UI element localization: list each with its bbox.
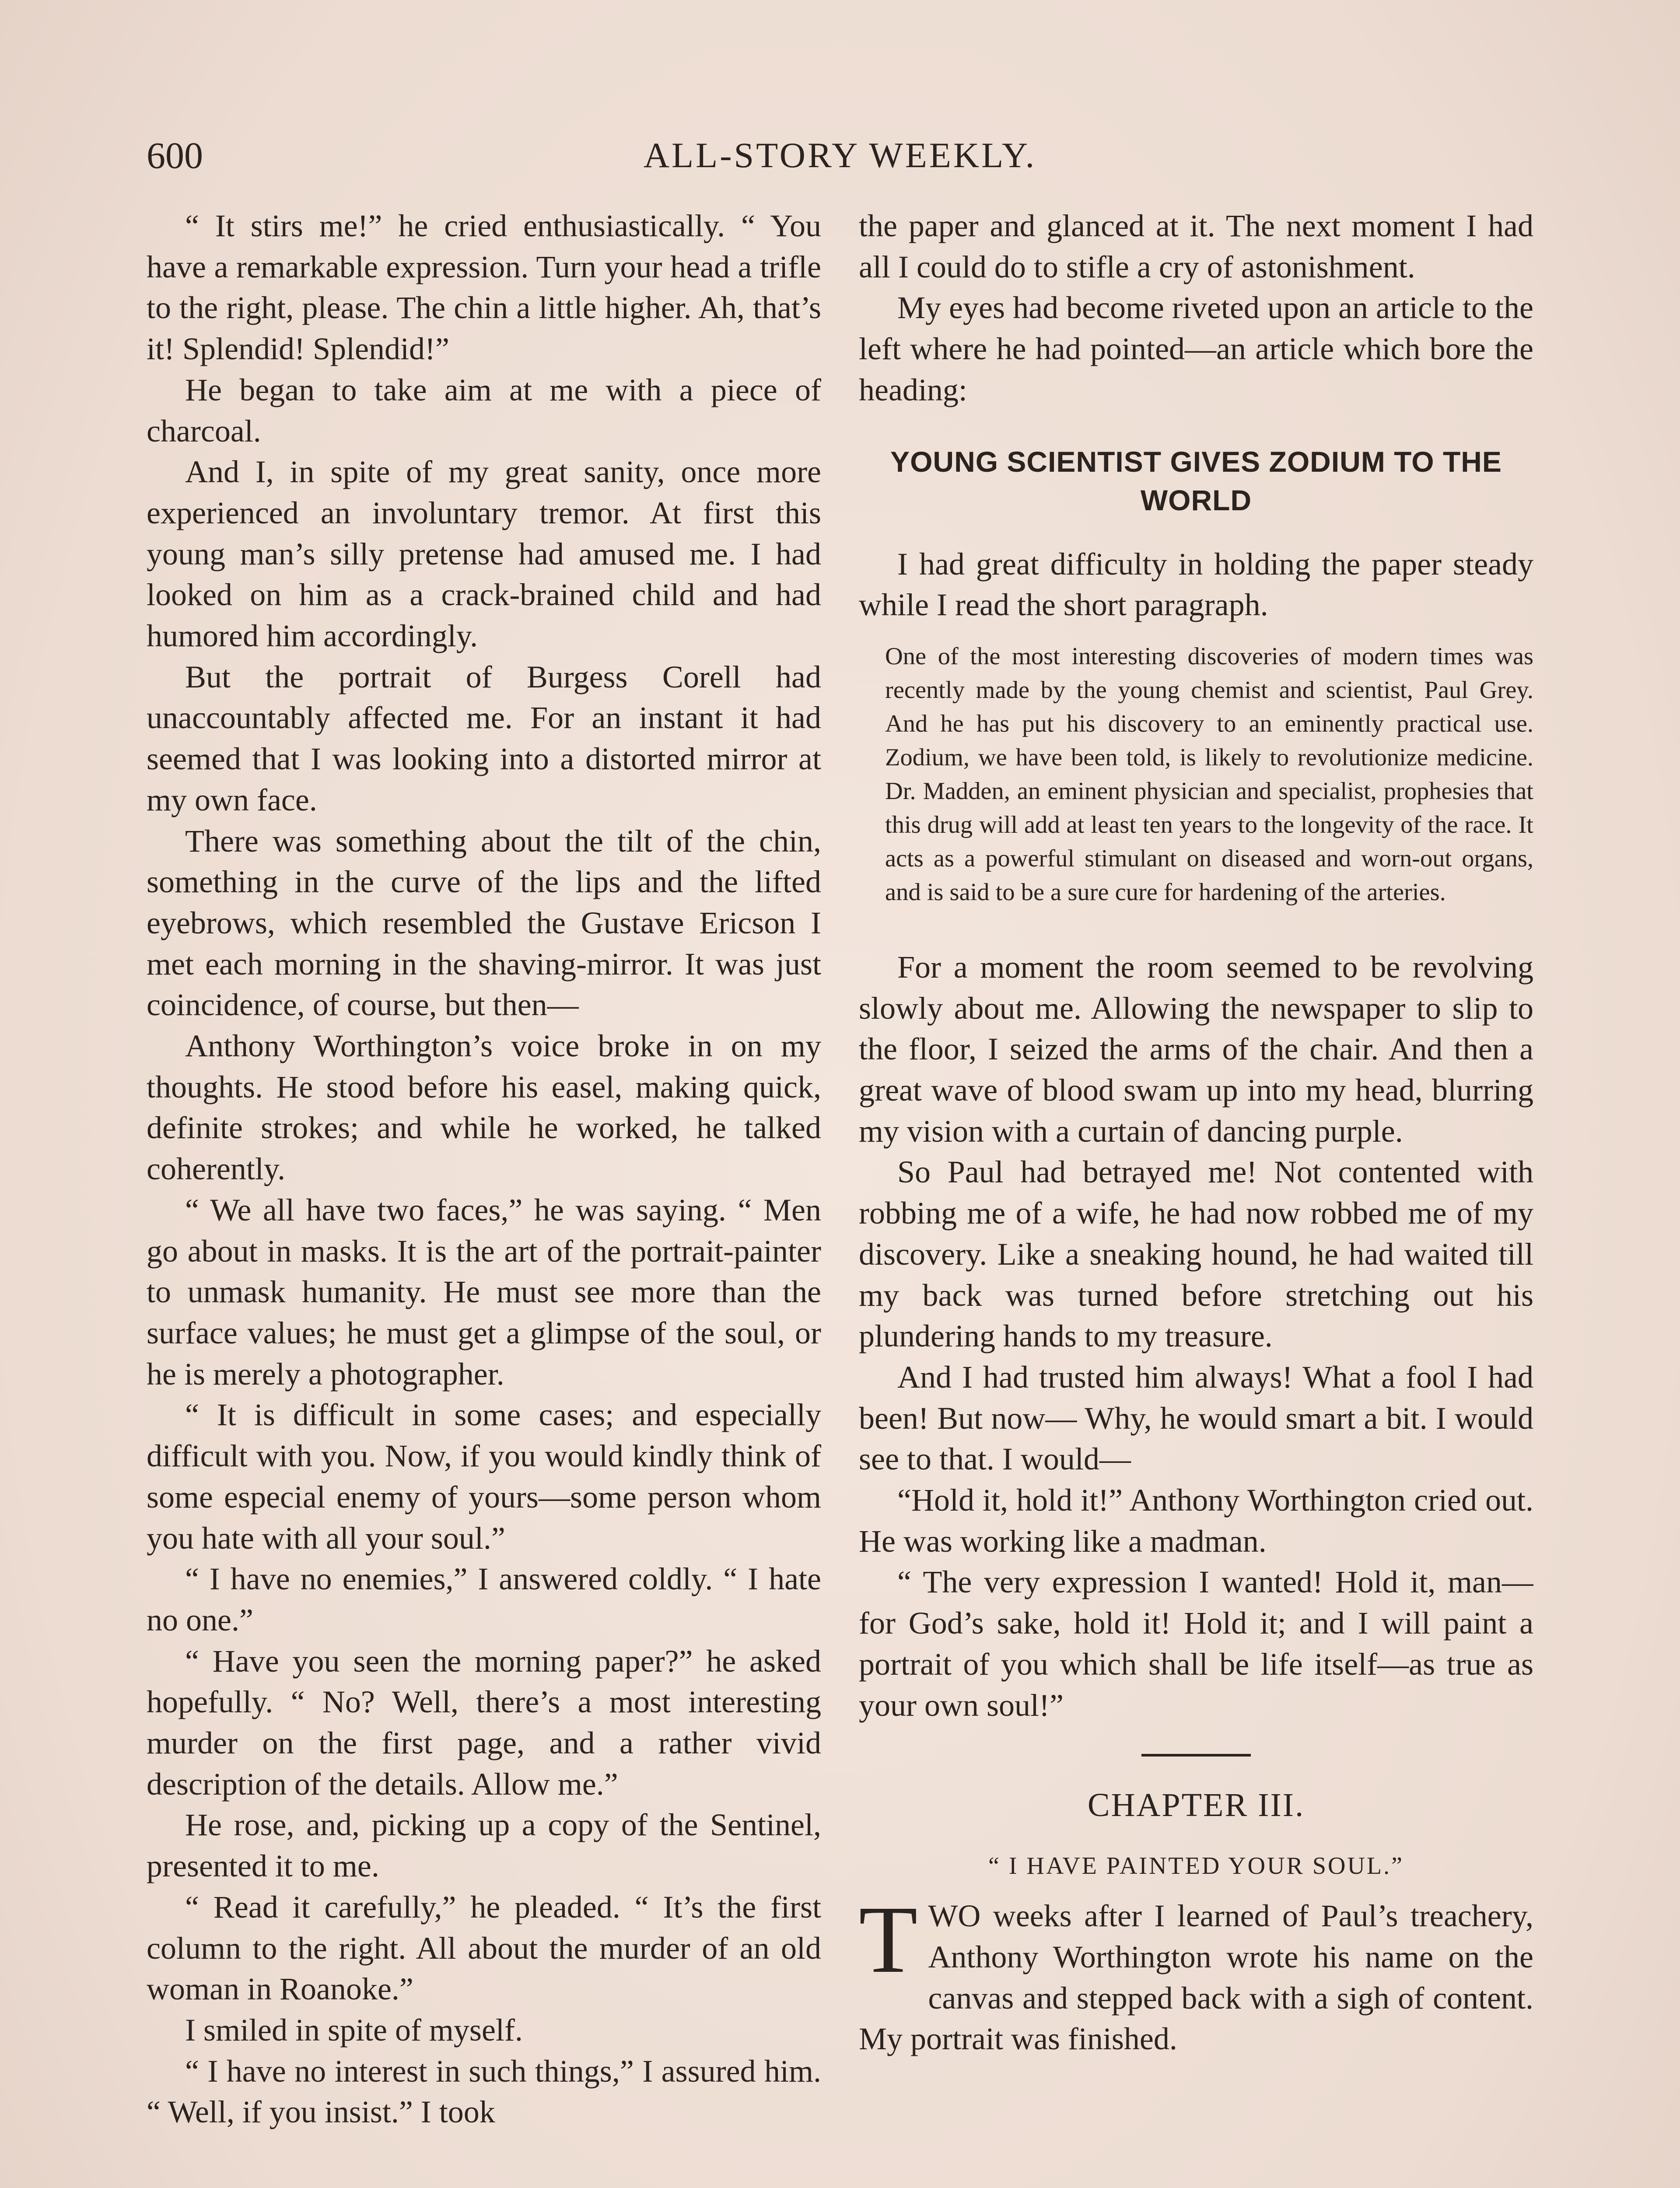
chapter-opening-text: WO weeks after I learned of Paul’s treachery, Anthony Worthington wrote his name on the canvas and stepped back with a sigh of content. My portrait was finished. <box>859 1898 1533 2057</box>
paragraph: And I, in spite of my great sanity, once more experienced an involuntary tremor. At first this young man’s silly pretense had amused me. I had looked on him as a crack-brained child and had humored him accordingly. <box>147 454 821 654</box>
chapter-title: CHAPTER III. <box>1087 1787 1305 1824</box>
paragraph: And I had trusted him always! What a fool I had been! But now— Why, he would smart a bit. I would see to that. I would— <box>859 1359 1533 1477</box>
paragraph: “ I have no enemies,” I answered coldly. “ I hate no one.” <box>147 1561 821 1637</box>
paragraph: For a moment the room seemed to be revolving slowly about me. Allowing the newspaper to slip to the floor, I seized the arms of the chair. And then a great wave of blood swam up into my head, blurring my vision with a curtain of dancing purple. <box>859 949 1533 1149</box>
paragraph: “ Have you seen the morning paper?” he asked hopefully. “ No? Well, there’s a most interesting murder on the first page, and a rather vivid description of the details. Allow me.” <box>147 1643 821 1802</box>
paragraph: There was something about the tilt of the chin, something in the curve of the lips and the lifted eyebrows, which resembled the Gustave Ericson I met each morning in the shaving-mirror. It was just coincidence, of course, but then— <box>147 823 821 1023</box>
newspaper-headline: YOUNG SCIENTIST GIVES ZODIUM TO THE WORLD <box>890 445 1502 516</box>
paragraph: “Hold it, hold it!” Anthony Worthington cried out. He was working like a madman. <box>859 1483 1533 1559</box>
running-head: ALL-STORY WEEKLY. <box>643 135 1037 175</box>
chapter-subtitle: “ I HAVE PAINTED YOUR SOUL.” <box>988 1852 1404 1880</box>
paragraph: So Paul had betrayed me! Not contented with robbing me of a wife, he had now robbed me of my discovery. Like a sneaking hound, he had waited till my back was turned before stretching out his plundering hands to my treasure. <box>859 1154 1533 1354</box>
paragraph: “ Read it carefully,” he pleaded. “ It’s the first column to the right. All about the murder of an old woman in Roanoke.” <box>147 1889 821 2007</box>
paragraph: “ It stirs me!” he cried enthusiastically. “ You have a remarkable expression. Turn your head a trifle to the right, please. The chin a little higher. Ah, that’s it! Splendid! Splendid!” <box>147 208 821 367</box>
paragraph: He rose, and, picking up a copy of the Sentinel, presented it to me. <box>147 1807 821 1884</box>
paragraph: But the portrait of Burgess Corell had unaccountably affected me. For an instant it had seemed that I was looking into a distorted mirror at my own face. <box>147 659 821 817</box>
paragraph: Anthony Worthington’s voice broke in on my thoughts. He stood before his easel, making quick, definite strokes; and while he worked, he talked coherently. <box>147 1028 821 1187</box>
paragraph: “ I have no interest in such things,” I assured him. “ Well, if you insist.” I took <box>147 2053 821 2130</box>
right-column <box>859 206 1533 2188</box>
quoted-article: One of the most interesting discoveries of modern times was recently made by the young chemist and scientist, Paul Grey. And he has put his discovery to an eminently practical use. Zodium, we have been told, is likely to revolutionize medicine. Dr. Madden, an eminent physician and specialist, prophesies that this drug will add at least ten years to the longevity of the race. It acts as a powerful stimulant on diseased and worn-out organs, and is said to be a sure cure for hardening of the arteries. <box>885 642 1533 906</box>
page-number: 600 <box>147 134 203 176</box>
paragraph: He began to take aim at me with a piece of charcoal. <box>147 372 821 449</box>
paragraph: “ We all have two faces,” he was saying. “ Men go about in masks. It is the art of the portrait-painter to unmask humanity. He must see more than the surface values; he must get a glimpse of the soul, or he is merely a photographer. <box>147 1192 821 1392</box>
paragraph: the paper and glanced at it. The next moment I had all I could do to stifle a cry of astonishment. <box>859 208 1533 284</box>
paragraph: I had great difficulty in holding the paper steady while I read the short paragraph. <box>859 546 1533 623</box>
left-column <box>147 206 821 2188</box>
paragraph: “ It is difficult in some cases; and especially difficult with you. Now, if you would kindly think of some especial enemy of yours—some person whom you hate with all your soul.” <box>147 1397 821 1556</box>
paragraph: My eyes had become riveted upon an article to the left where he had pointed—an article which bore the heading: <box>859 290 1533 407</box>
drop-cap: T <box>859 1886 918 1993</box>
page-header <box>147 131 1533 179</box>
chapter-opening-paragraph <box>859 1886 1533 2060</box>
paragraph: I smiled in spite of myself. <box>185 2012 523 2048</box>
section-divider <box>1141 1754 1251 1757</box>
paragraph: “ The very expression I wanted! Hold it, man—for God’s sake, hold it! Hold it; and I will paint a portrait of you which shall be life itself—as true as your own soul!” <box>859 1564 1533 1723</box>
